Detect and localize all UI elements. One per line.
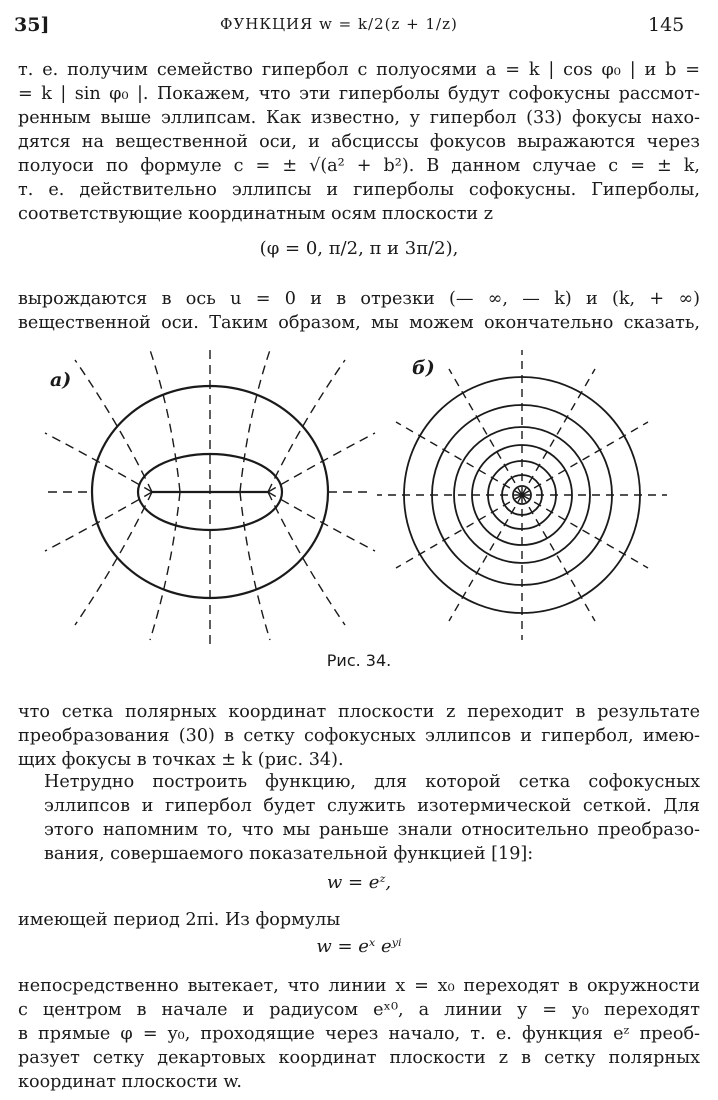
- running-title: [220, 15, 458, 33]
- figure-b-polar-grid: [377, 350, 667, 640]
- figure-34: [0, 345, 718, 645]
- paragraph-isothermal: [18, 770, 700, 866]
- figure-label-b: б): [412, 357, 435, 379]
- text-line: разует сетку декартовых координат плоскости z в сетку полярных: [18, 1048, 700, 1068]
- text-line: имеющей период 2πi. Из формулы: [18, 910, 341, 930]
- hyperbola-branch: [45, 492, 152, 551]
- hyperbola-branch: [75, 360, 152, 492]
- text-line: щих фокусы в точках ± k (рис. 34).: [18, 750, 344, 770]
- text-line: этого напомним то, что мы раньше знали относительно преобразо-: [44, 820, 700, 840]
- page-number: 145: [648, 14, 685, 36]
- text-line: непосредственно вытекает, что линии x = x₀ переходят в окружности: [18, 976, 700, 996]
- text-line: т. е. действительно эллипсы и гиперболы софокусны. Гиперболы,: [18, 180, 700, 200]
- paragraph-degenerate: [18, 287, 700, 335]
- polar-rays: [377, 350, 667, 640]
- text-line: эллипсов и гипербол будет служить изотермической сеткой. Для: [44, 796, 700, 816]
- text-line: вещественной оси. Таким образом, мы можем окончательно сказать,: [18, 313, 700, 333]
- text-line: с центром в начале и радиусом eˣ⁰, а линии y = y₀ переходят: [18, 1000, 700, 1020]
- text-line: координат плоскости w.: [18, 1072, 242, 1092]
- hyperbola-branch: [268, 492, 345, 625]
- formula-exp-split: w = eˣ eʸⁱ: [316, 936, 402, 957]
- running-title-text: ФУНКЦИЯ w = k/2(z + 1/z): [220, 15, 458, 33]
- figure-caption: Рис. 34.: [326, 651, 392, 670]
- text-line: в прямые φ = y₀, проходящие через начало, т. е. функция eᶻ преоб-: [18, 1024, 700, 1044]
- paragraph-hyperbolas: [18, 58, 700, 226]
- paragraph-period: [18, 908, 700, 932]
- text-line: ренным выше эллипсам. Как известно, у гипербол (33) фокусы нахо-: [18, 108, 700, 128]
- hyperbola-branch: [268, 433, 375, 492]
- text-line: т. е. получим семейство гипербол с полуосями a = k | cos φ₀ | и b =: [18, 60, 700, 80]
- formula-exp: w = eᶻ,: [326, 872, 392, 893]
- text-line: полуоси по формуле c = ± √(a² + b²). В данном случае c = ± k,: [18, 156, 700, 176]
- text-line: вырождаются в ось u = 0 и в отрезки (— ∞, — k) и (k, + ∞): [18, 289, 700, 309]
- text-line: преобразования (30) в сетку софокусных эллипсов и гипербол, имею-: [18, 726, 700, 746]
- figure-label-a: а): [50, 369, 72, 391]
- formula-angles: (φ = 0, π/2, π и 3π/2),: [259, 238, 459, 259]
- figure-a-confocal-grid: [45, 350, 375, 645]
- text-line: что сетка полярных координат плоскости z переходит в результате: [18, 702, 700, 722]
- text-line: соответствующие координатным осям плоскости z: [18, 204, 493, 224]
- hyperbola-branch: [45, 433, 152, 492]
- text-line: дятся на вещественной оси, и абсциссы фокусов выражаются через: [18, 132, 700, 152]
- hyperbola-branch: [268, 492, 375, 551]
- hyperbola-branch: [150, 350, 180, 492]
- hyperbola-branch: [240, 492, 270, 640]
- paragraph-conclusion: [18, 700, 700, 772]
- text-line: = k | sin φ₀ |. Покажем, что эти гиперболы будут софокусны рассмот-: [18, 84, 700, 104]
- figure-drawing: [0, 345, 718, 645]
- hyperbola-branch: [75, 492, 152, 625]
- text-line: Нетрудно построить функцию, для которой сетка софокусных: [44, 772, 700, 792]
- hyperbola-branch: [150, 492, 180, 640]
- text-line: вания, совершаемого показательной функцией [19]:: [44, 844, 534, 864]
- hyperbola-branch: [268, 360, 345, 492]
- hyperbola-branch: [240, 350, 270, 492]
- section-number: 35]: [14, 14, 50, 36]
- paragraph-mapping: [18, 974, 700, 1094]
